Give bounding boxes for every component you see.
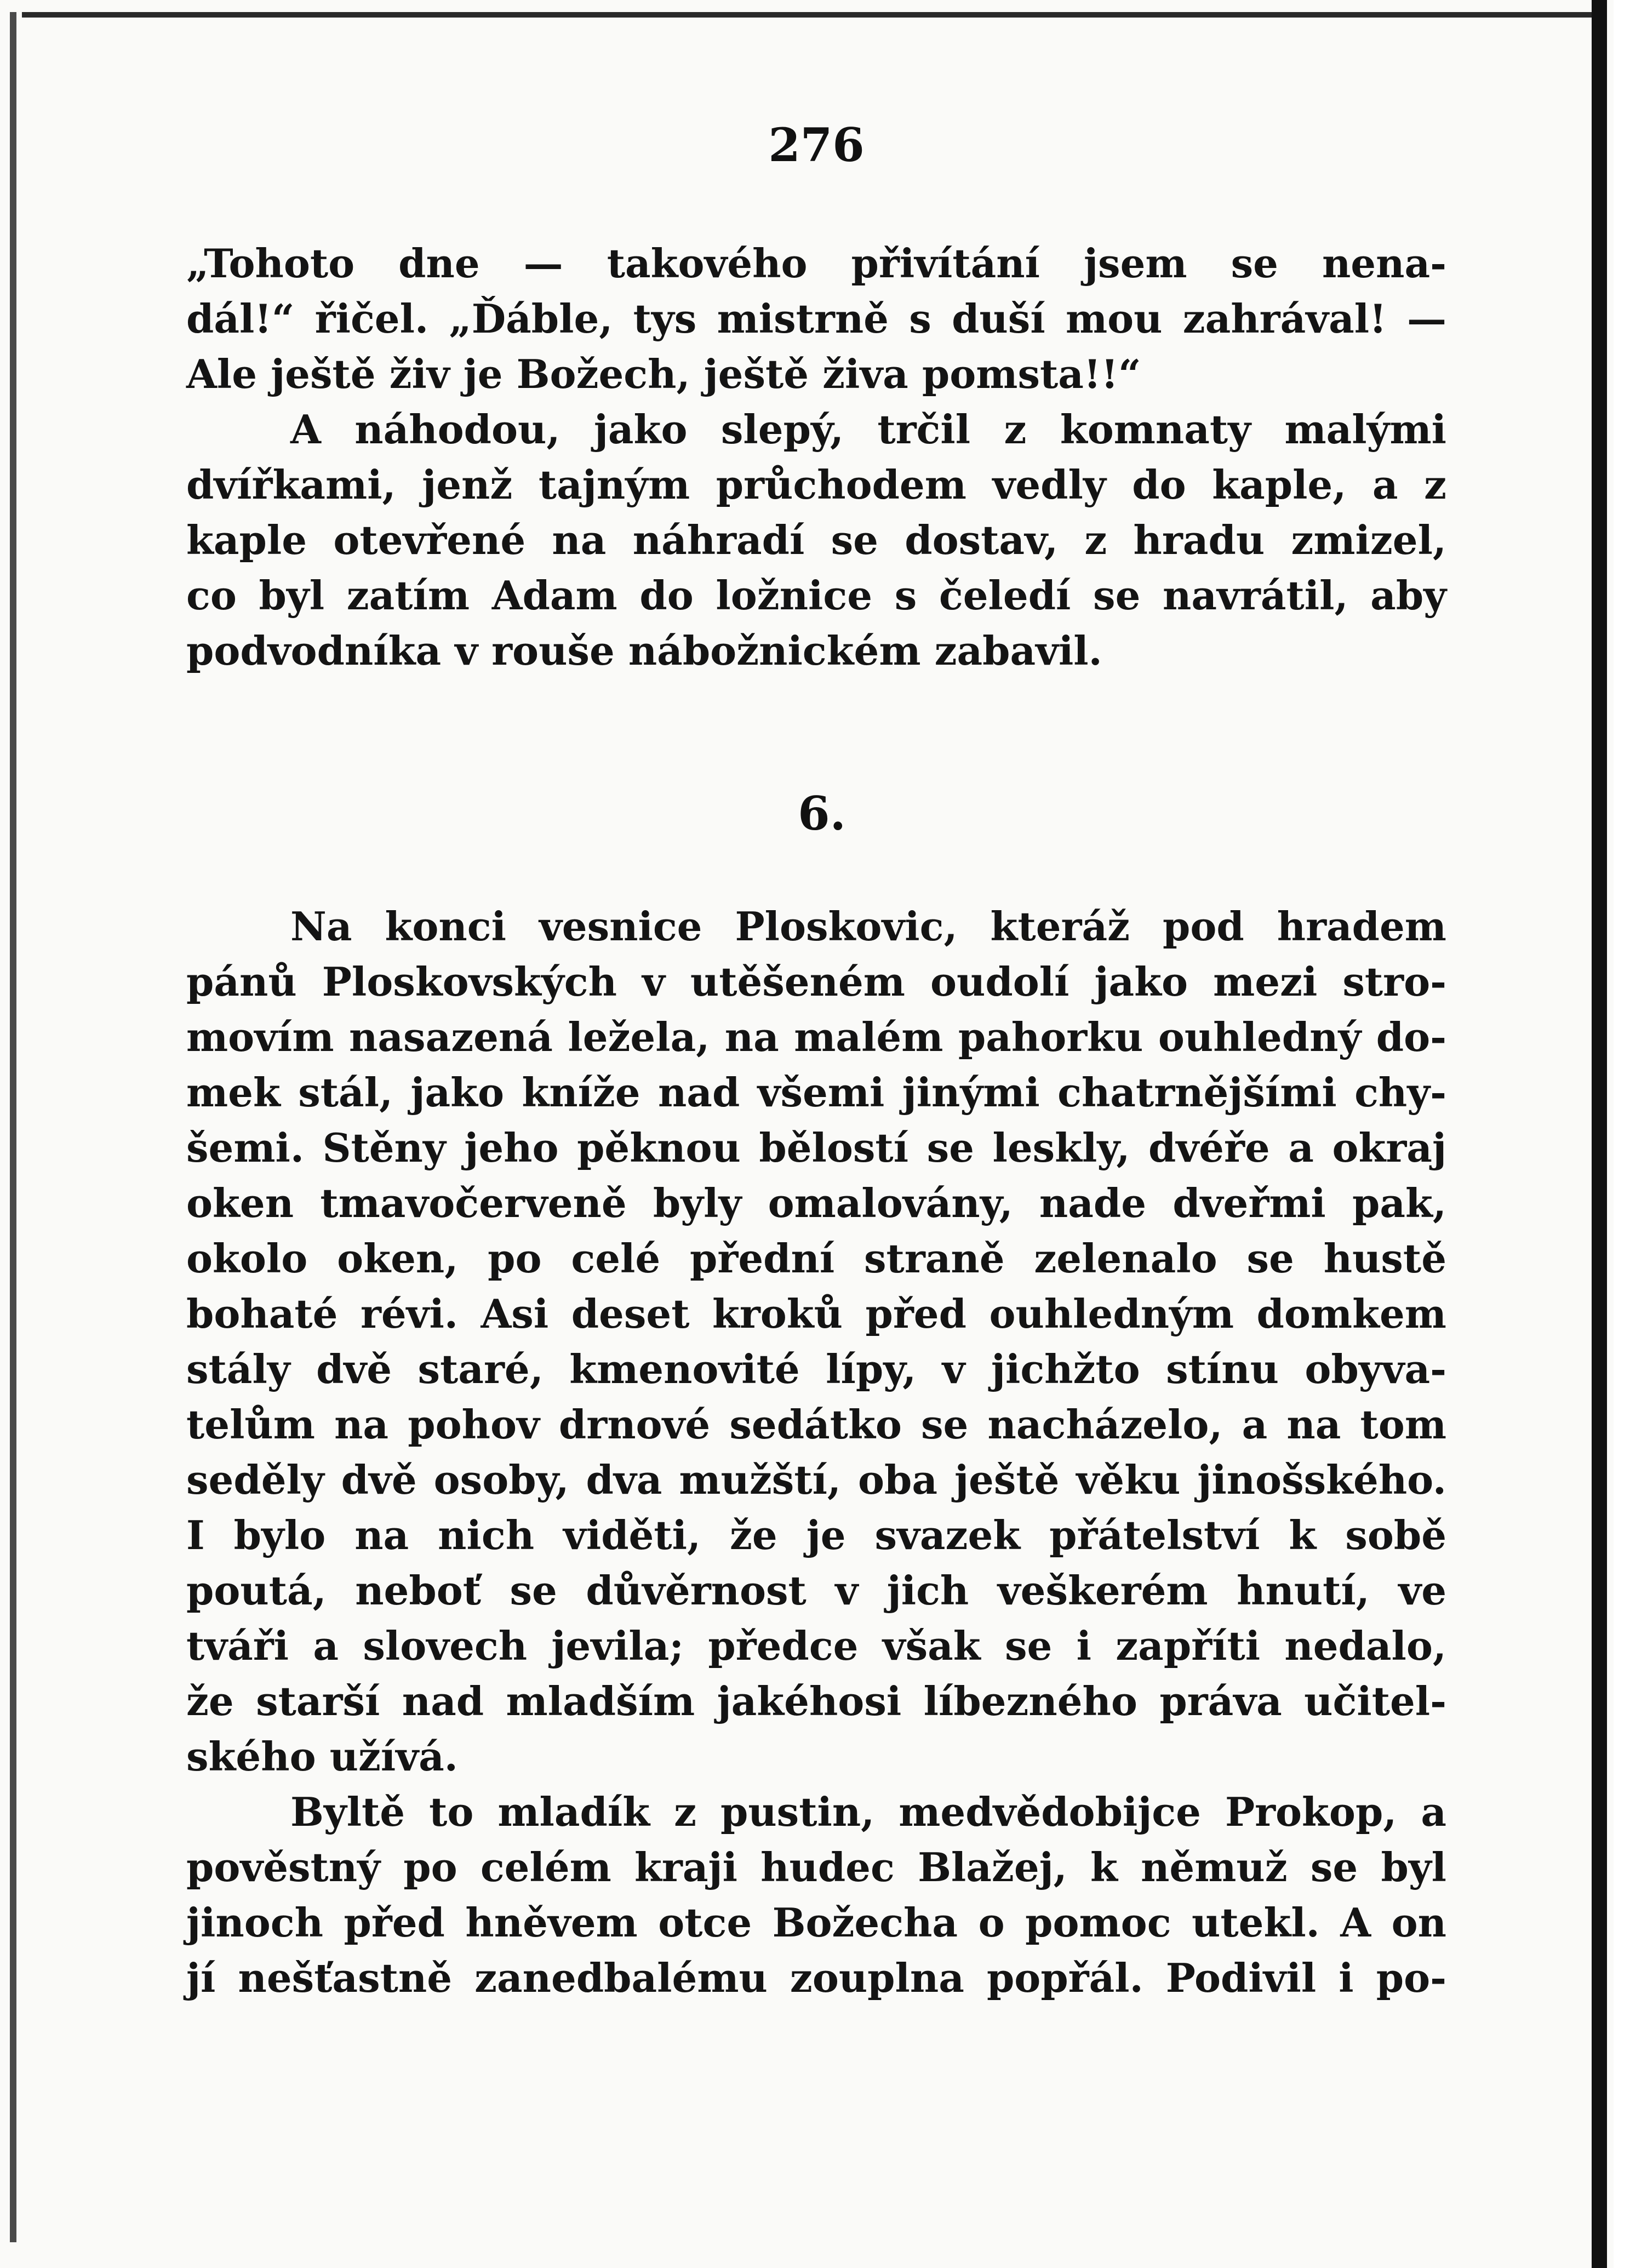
scan-border-left xyxy=(10,12,16,2242)
text-line: I bylo na nich viděti, že je svazek přátelství k sobě xyxy=(186,1512,1446,1558)
page-number: 276 xyxy=(768,118,865,172)
scan-border-right xyxy=(1592,0,1607,2268)
text-line: pánů Ploskovských v utěšeném oudolí jako mezi stro- xyxy=(186,958,1446,1005)
text-line: Na konci vesnice Ploskovic, kteráž pod hradem xyxy=(290,903,1446,950)
text-line: dvířkami, jenž tajným průchodem vedly do kaple, a z xyxy=(186,461,1446,508)
text-line: poutá, neboť se důvěrnost v jich veškerém hnutí, ve xyxy=(186,1567,1446,1614)
text-line: Ale ještě živ je Božech, ještě živa pomsta!!“ xyxy=(186,351,1141,397)
text-line: co byl zatím Adam do ložnice s čeledí se navrátil, aby xyxy=(186,572,1446,619)
text-line: stály dvě staré, kmenovité lípy, v jichžto stínu obyva- xyxy=(186,1346,1446,1392)
text-line: „Tohoto dne — takového přivítání jsem se nena- xyxy=(186,240,1446,287)
scan-border-top xyxy=(22,12,1600,18)
text-line: okolo oken, po celé přední straně zelenalo se hustě xyxy=(186,1235,1446,1282)
text-line: Byltě to mladík z pustin, medvědobijce Prokop, a xyxy=(290,1789,1446,1835)
text-line: kaple otevřené na náhradí se dostav, z hradu zmizel, xyxy=(186,517,1446,563)
text-line: dál!“ řičel. „Ďáble, tys mistrně s duší mou zahrával! — xyxy=(186,295,1446,342)
text-line: jí nešťastně zanedbalému zouplna popřál. Podivil i po- xyxy=(186,1955,1446,2001)
text-section-2 xyxy=(186,899,1446,2006)
text-line: že starší nad mladším jakéhosi líbezného práva učitel- xyxy=(186,1678,1446,1724)
text-line: telům na pohov drnové sedátko se nacházelo, a na tom xyxy=(186,1401,1446,1448)
text-line: ského užívá. xyxy=(186,1733,458,1780)
text-line: A náhodou, jako slepý, trčil z komnaty malými xyxy=(290,406,1446,453)
text-line: podvodníka v rouše nábožnickém zabavil. xyxy=(186,627,1102,674)
text-line: tváři a slovech jevila; předce však se i zapříti nedalo, xyxy=(186,1623,1446,1669)
text-line: oken tmavočerveně byly omalovány, nade dveřmi pak, xyxy=(186,1180,1446,1226)
text-line: pověstný po celém kraji hudec Blažej, k němuž se byl xyxy=(186,1844,1446,1890)
text-line: šemi. Stěny jeho pěknou bělostí se leskly, dvéře a okraj xyxy=(186,1124,1446,1171)
text-line: seděly dvě osoby, dva mužští, oba ještě věku jinošského. xyxy=(186,1456,1446,1503)
text-line: bohaté révi. Asi deset kroků před ouhledným domkem xyxy=(186,1290,1446,1337)
text-line: jinoch před hněvem otce Božecha o pomoc utekl. A on xyxy=(186,1899,1446,1946)
text-line: mek stál, jako kníže nad všemi jinými chatrnějšími chy- xyxy=(186,1069,1446,1116)
text-line: movím nasazená ležela, na malém pahorku ouhledný do- xyxy=(186,1014,1446,1060)
chapter-number: 6. xyxy=(798,786,846,841)
text-section-1 xyxy=(186,236,1446,678)
scan-margin-right xyxy=(1614,0,1630,2268)
